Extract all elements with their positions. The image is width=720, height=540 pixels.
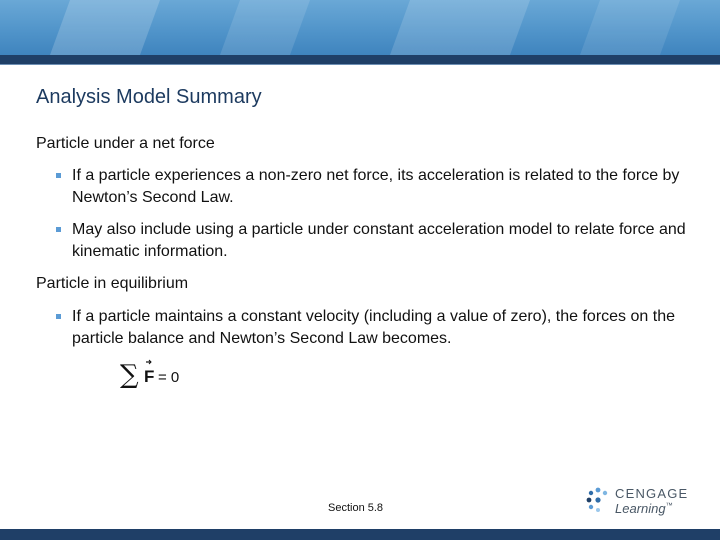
banner-decoration bbox=[580, 0, 680, 55]
force-symbol: F bbox=[144, 367, 155, 386]
bullet-item bbox=[56, 306, 686, 350]
sum-symbol: ∑ bbox=[120, 360, 139, 390]
footer-section-label: Section 5.8 bbox=[328, 502, 384, 514]
equilibrium-equation bbox=[120, 356, 190, 390]
header-banner bbox=[0, 0, 720, 55]
equals-zero: = 0 bbox=[158, 369, 180, 386]
cengage-logo bbox=[585, 484, 695, 518]
bullet-square-icon bbox=[56, 227, 61, 232]
logo-wordmark: CENGAGE bbox=[615, 486, 689, 501]
bullet-text: If a particle maintains a constant velocity (including a value of zero), the forces on the particle balance and Newton’s Second Law becomes. bbox=[72, 308, 675, 347]
logo-subtext: Learning™ bbox=[615, 501, 673, 516]
bullet-text: If a particle experiences a non-zero net force, its acceleration is related to the force by Newton’s Second Law. bbox=[72, 167, 680, 206]
bullet-square-icon bbox=[56, 314, 61, 319]
footer-bar bbox=[0, 529, 720, 540]
header-stripe bbox=[0, 55, 720, 64]
bullet-item bbox=[56, 165, 686, 209]
bullet-item bbox=[56, 219, 686, 263]
bullet-square-icon bbox=[56, 173, 61, 178]
slide-title: Analysis Model Summary bbox=[36, 86, 262, 108]
banner-decoration bbox=[390, 0, 530, 55]
header-stripe-line bbox=[0, 64, 720, 65]
cengage-mark-icon bbox=[585, 486, 611, 512]
banner-decoration bbox=[50, 0, 160, 55]
banner-decoration bbox=[220, 0, 310, 55]
section-heading-equilibrium: Particle in equilibrium bbox=[36, 275, 189, 292]
section-heading-net-force: Particle under a net force bbox=[36, 135, 215, 152]
bullet-text: May also include using a particle under constant acceleration model to relate force and kinematic information. bbox=[72, 221, 686, 260]
